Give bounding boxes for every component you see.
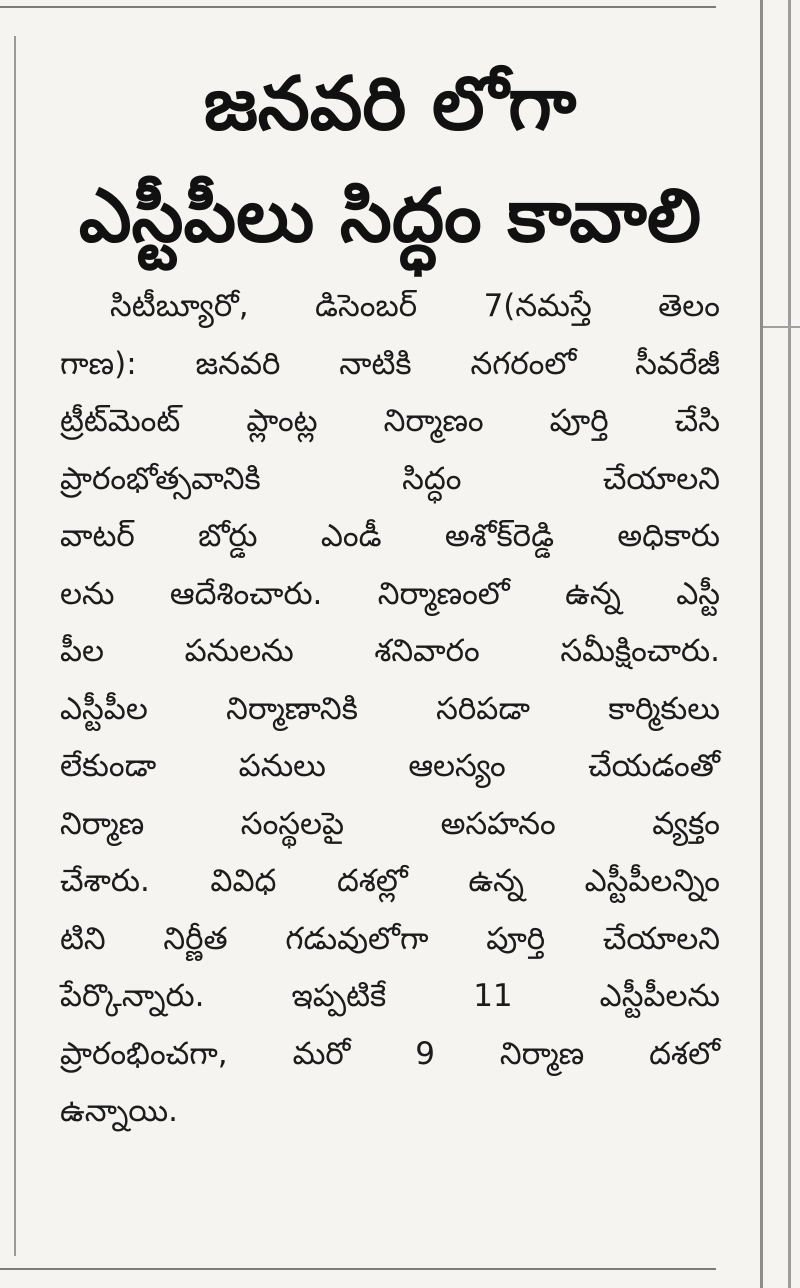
body-line: ట్రీట్‌మెంట్ ప్లాంట్ల నిర్మాణం పూర్తి చేసి [60, 403, 720, 439]
body-line: ప్రారంభోత్సవానికి సిద్ధం చేయాలని [60, 460, 720, 497]
body-line: నిర్మాణ సంస్థలపై అసహనం వ్యక్తం [60, 805, 720, 842]
top-border-rule [0, 6, 716, 8]
headline-line-2: ఎస్టీపీలు సిద్ధం కావాలి [78, 173, 702, 259]
body-line: గాణ): జనవరి నాటికి నగరంలో సీవరేజీ [60, 345, 720, 382]
bottom-border-rule [0, 1268, 716, 1270]
body-line: లేకుండా పనులు ఆలస్యం చేయడంతో [60, 748, 720, 784]
article-headline [60, 48, 720, 272]
headline-line-1: జనవరి లోగా [203, 61, 577, 147]
body-line: సిటీబ్యూరో, డిసెంబర్ 7(నమస్తే తెలం [110, 288, 720, 324]
article-body [60, 278, 720, 1141]
body-line: వాటర్ బోర్డు ఎండీ అశోక్‌రెడ్డి అధికారు [60, 518, 720, 554]
left-column-rule [14, 36, 16, 1256]
body-line: ఎస్టీపీల నిర్మాణానికి సరిపడా కార్మికులు [60, 690, 720, 727]
body-line: ప్రారంభించగా, మరో 9 నిర్మాణ దశలో [60, 1035, 720, 1072]
body-line: చేశారు. వివిధ దశల్లో ఉన్న ఎస్టీపీలన్నిం [60, 863, 720, 899]
right-column-rule [760, 0, 763, 1288]
body-line: పీల పనులను శనివారం సమీక్షించారు. [60, 633, 720, 669]
body-line: లను ఆదేశించారు. నిర్మాణంలో ఉన్న ఎస్టీ [60, 575, 720, 612]
body-line: టిని నిర్ణీత గడువులోగా పూర్తి చేయాలని [60, 920, 720, 957]
news-article [60, 48, 720, 1141]
right-column-rule-outer [788, 0, 791, 1288]
body-line: ఉన్నాయి. [60, 1093, 179, 1129]
body-line: పేర్కొన్నారు. ఇప్పటికే 11 ఎస్టీపీలను [60, 978, 720, 1014]
adjacent-column-rule [763, 326, 800, 328]
